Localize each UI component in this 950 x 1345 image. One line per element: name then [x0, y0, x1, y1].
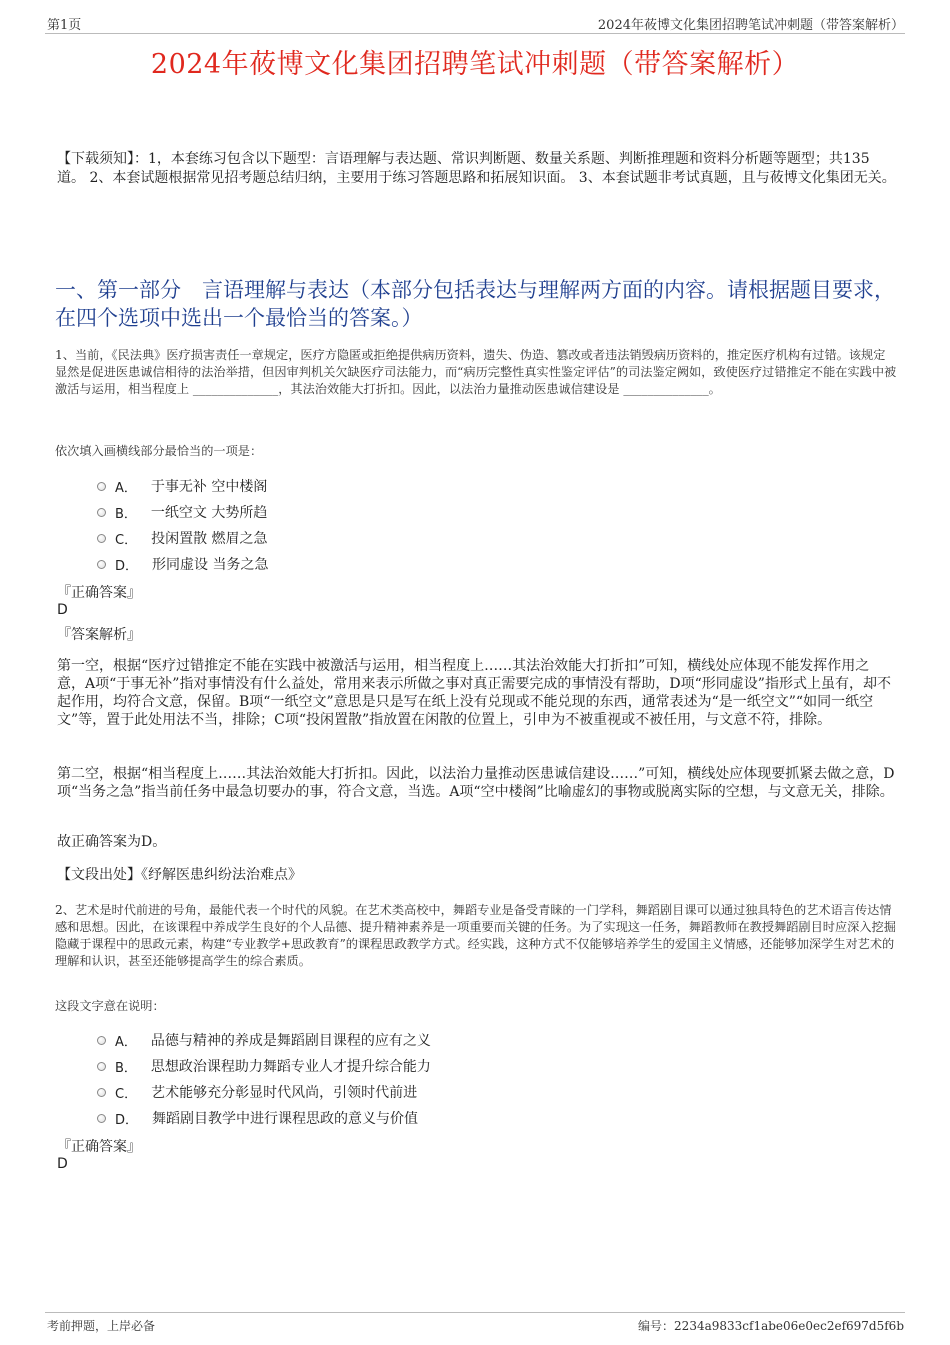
question-1-analysis-p2: 第二空，根据“相当程度上……其法治效能大打折扣。因此，以法治力量推动医患诚信建设……”可知，横线处应体现要抓紧去做之意，D项“当务之急”指当前任务中最急切要办的事，符合文意，当选。A项“空中楼阁”比喻虚幻的事物或脱离实际的空想，与文意无关，排除。: [57, 766, 895, 800]
question-1-option-c[interactable]: [97, 528, 268, 548]
option-text: 于事无补 空中楼阁: [150, 479, 268, 495]
question-1-option-a[interactable]: [97, 476, 267, 496]
question-1-conclusion: 故正确答案为D。: [57, 834, 167, 850]
option-text: 形同虚设 当务之急: [152, 557, 269, 573]
question-2-option-c[interactable]: [97, 1082, 417, 1102]
footer-slogan: 考前押题，上岸必备: [47, 1319, 156, 1333]
radio-icon[interactable]: [97, 560, 106, 569]
question-2-option-a[interactable]: [97, 1030, 431, 1050]
question-2-answer: D: [57, 1156, 68, 1172]
option-letter: C．: [115, 1086, 138, 1102]
question-2-option-b[interactable]: [97, 1056, 431, 1076]
option-text: 舞蹈剧目教学中进行课程思政的意义与价值: [152, 1111, 419, 1127]
option-letter: D．: [115, 1112, 139, 1128]
option-text: 投闲置散 燃眉之急: [151, 531, 268, 547]
question-1-analysis-p1: 第一空，根据“医疗过错推定不能在实践中被激活与运用，相当程度上……其法治效能大打折扣”可知，横线处应体现不能发挥作用之意，A项“于事无补”指对事情没有什么益处，常用来表示所做之事对真正需要完成的事情没有帮助，D项“形同虚设”指形式上虽有，却不起作用，均符合文意，保留。B项“一纸空文”意思是只是写在纸上没有兑现或不能兑现的东西，通常表述为“是一纸空文”“如同一纸空文”等，置于此处用法不当，排除；C项“投闲置散”指放置在闲散的位置上，引申为不被重视或不被任用，与文意不符，排除。: [57, 658, 891, 728]
option-text: 品德与精神的养成是舞蹈剧目课程的应有之义: [150, 1033, 431, 1049]
question-1-answer-label: 『正确答案』: [57, 585, 141, 601]
option-letter: B．: [115, 506, 137, 522]
question-1-option-d[interactable]: [97, 554, 268, 574]
download-notice: 【下载须知】：1，本套练习包含以下题型：言语理解与表达题、常识判断题、数量关系题、判断推理题和资料分析题等题型；共135道。 2、本套试题根据常见招考题总结归纳，主要用于练习答题思路和拓展知识面。 3、本套试题非考试真题，且与莜博文化集团无关。: [57, 151, 896, 186]
radio-icon[interactable]: [97, 1036, 106, 1045]
option-text: 一纸空文 大势所趋: [150, 505, 268, 521]
option-letter: B．: [115, 1060, 137, 1076]
radio-icon[interactable]: [97, 1114, 106, 1123]
option-letter: C．: [115, 532, 138, 548]
question-2-option-d[interactable]: [97, 1108, 418, 1128]
option-letter: A．: [115, 480, 137, 496]
page-number: 第1页: [47, 18, 82, 33]
option-letter: A．: [115, 1034, 137, 1050]
question-2-answer-label: 『正确答案』: [57, 1139, 141, 1155]
footer-serial: 编号：2234a9833cf1abe06e0ec2ef697d5f6b: [638, 1319, 904, 1333]
page-title: 2024年莜博文化集团招聘笔试冲刺题（带答案解析）: [150, 49, 800, 80]
footer-divider: [45, 1312, 905, 1313]
question-1-answer: D: [57, 602, 68, 618]
question-2-prompt: 这段文字意在说明：: [55, 999, 165, 1013]
question-1-text: 1、当前，《民法典》医疗损害责任一章规定，医疗方隐匿或拒绝提供病历资料，遗失、伪造、篡改或者违法销毁病历资料的，推定医疗机构有过错。该规定显然是促进医患诚信相待的法治举措，但因审判机关欠缺医疗司法能力，而“病历完整性真实性鉴定评估”的司法鉴定阙如，致使医疗过错推定不能在实践中被激活与运用，相当程度上 ______________，其法治效能大打折扣。因此，以法治力量推动医患诚信建设是 ______________。: [55, 348, 897, 396]
option-text: 艺术能够充分彰显时代风尚，引领时代前进: [151, 1085, 418, 1101]
question-1-source: 【文段出处】《纾解医患纠纷法治难点》: [57, 867, 302, 883]
question-1-analysis-label: 『答案解析』: [57, 627, 141, 643]
radio-icon[interactable]: [97, 508, 106, 517]
question-1-prompt: 依次填入画横线部分最恰当的一项是：: [55, 444, 263, 458]
radio-icon[interactable]: [97, 482, 106, 491]
header-divider: [45, 33, 905, 34]
radio-icon[interactable]: [97, 1062, 106, 1071]
question-1-option-b[interactable]: [97, 502, 267, 522]
option-text: 思想政治课程助力舞蹈专业人才提升综合能力: [150, 1059, 431, 1075]
section-heading: 一、第一部分 言语理解与表达（本部分包括表达与理解两方面的内容。请根据题目要求，在四个选项中选出一个最恰当的答案。）: [55, 278, 895, 330]
radio-icon[interactable]: [97, 1088, 106, 1097]
header-doc-title: 2024年莜博文化集团招聘笔试冲刺题（带答案解析）: [597, 18, 904, 33]
option-letter: D．: [115, 558, 139, 574]
question-2-text: 2、艺术是时代前进的号角，最能代表一个时代的风貌。在艺术类高校中，舞蹈专业是备受青睐的一门学科，舞蹈剧目课可以通过独具特色的艺术语言传达情感和思想。因此，在该课程中养成学生良好的个人品德、提升精神素养是一项重要而关键的任务。为了实现这一任务，舞蹈教师在教授舞蹈剧目时应深入挖掘隐藏于课程中的思政元素，构建“专业教学+思政教育”的课程思政教学方式。经实践，这种方式不仅能够培养学生的爱国主义情感，还能够加深学生对艺术的理解和认识，甚至还能够提高学生的综合素质。: [55, 903, 896, 968]
radio-icon[interactable]: [97, 534, 106, 543]
